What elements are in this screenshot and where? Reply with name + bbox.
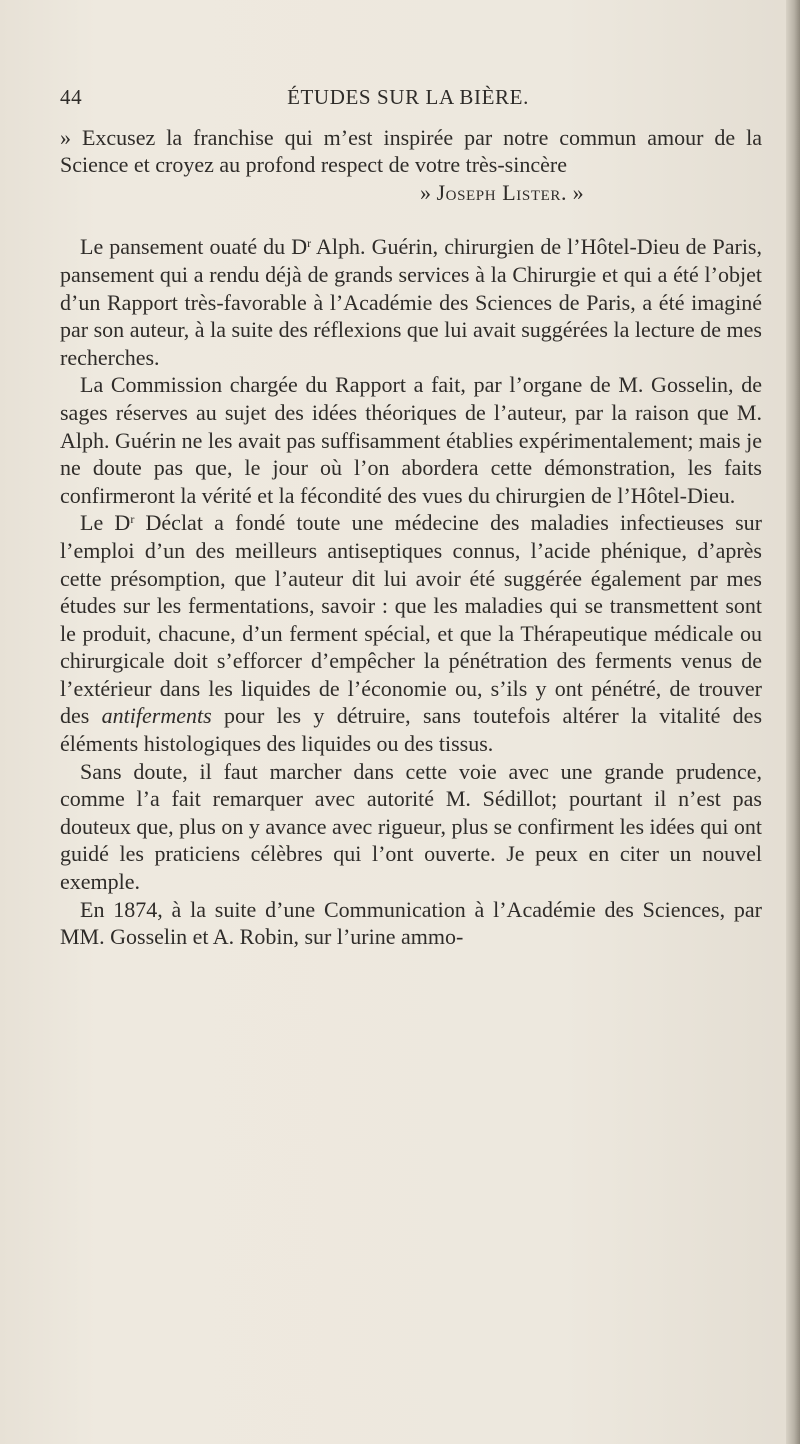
paragraph-guerin-dr-superscript: r xyxy=(307,236,312,251)
signature-name: Joseph Lister. xyxy=(436,179,568,205)
page-number: 44 xyxy=(60,85,83,109)
letter-signature xyxy=(60,179,762,207)
paragraph-declat-dr-superscript: r xyxy=(130,512,135,527)
paragraph-guerin-after-dr: Alph. Guérin, chirurgien de l’Hôtel-Dieu de Paris, pansement qui a rendu déjà de grands services à la Chirurgie et qui a été l’objet d’un Rapport très-favorable à l’Académie des Sciences de Paris, a été imaginé par son auteur, à la suite des réflexions que lui avait suggérées la lecture de mes recherches. xyxy=(60,234,762,370)
letter-closing-text: » Excusez la franchise qui m’est inspirée par notre commun amour de la Science et croyez au profond respect de votre très-sincère xyxy=(60,124,762,178)
paragraph-1874 xyxy=(60,896,762,951)
paragraph-commission xyxy=(60,371,762,509)
paragraph-declat-before-dr: Le D xyxy=(80,510,131,536)
page-edge-shadow xyxy=(786,0,800,1444)
page-text xyxy=(60,84,762,951)
running-head: ÉTUDES SUR LA BIÈRE. xyxy=(287,85,529,109)
paragraph-sedillot-text: Sans doute, il faut marcher dans cette voie avec une grande prudence, comme l’a fait remarquer avec autorité M. Sédillot; pourtant il n’est pas douteux que, plus on y avance avec rigueur, plus se confirment les idées qui ont guidé les praticiens célèbres qui l’ont ouverte. Je peux en citer un nouvel exemple. xyxy=(60,758,762,895)
paragraph-sedillot xyxy=(60,758,762,896)
paragraph-declat-end-text: pour les y détruire, sans toutefois altérer la vitalité des éléments histologiques des liquides ou des tissus. xyxy=(60,703,763,757)
paragraph-1874-text: En 1874, à la suite d’une Communication à l’Académie des Sciences, par MM. Gosselin et A. Robin, sur l’urine ammo- xyxy=(60,896,762,950)
paragraph-declat-main-text: Déclat a fondé toute une médecine des maladies infectieuses sur l’emploi d’un des meilleurs antiseptiques connus, l’acide phénique, d’après cette présomption, que l’auteur dit lui avoir été suggérée également par mes études sur les fermentations, savoir : que les maladies qui se transmettent sont le produit, chacune, d’un ferment spécial, et que la Thérapeutique médicale ou chirurgicale doit s’efforcer d’empêcher la pénétration des ferments venus de l’extérieur dans les liquides de l’économie ou, s’ils y ont pénétré, de trouver des xyxy=(60,510,762,729)
paragraph-commission-text: La Commission chargée du Rapport a fait, par l’organe de M. Gosselin, de sages réserves au sujet des idées théoriques de l’auteur, par la raison que M. Alph. Guérin ne les avait pas suffisamment établies expérimentalement; mais je ne doute pas que, le jour où l’on abordera cette démonstration, les faits confirmeront la vérité et la fécondité des vues du chirurgien de l’Hôtel-Dieu. xyxy=(60,372,762,508)
paragraph-declat-italic-term: antiferments xyxy=(101,703,212,729)
signature-open-quote: » xyxy=(420,179,431,205)
letter-closing-paragraph xyxy=(60,124,762,179)
paragraph-guerin xyxy=(60,233,762,371)
paragraph-declat xyxy=(60,509,762,757)
paragraph-guerin-before-dr: Le pansement ouaté du D xyxy=(80,234,308,260)
signature-close-quote: » xyxy=(572,179,584,205)
page-header xyxy=(60,84,762,112)
